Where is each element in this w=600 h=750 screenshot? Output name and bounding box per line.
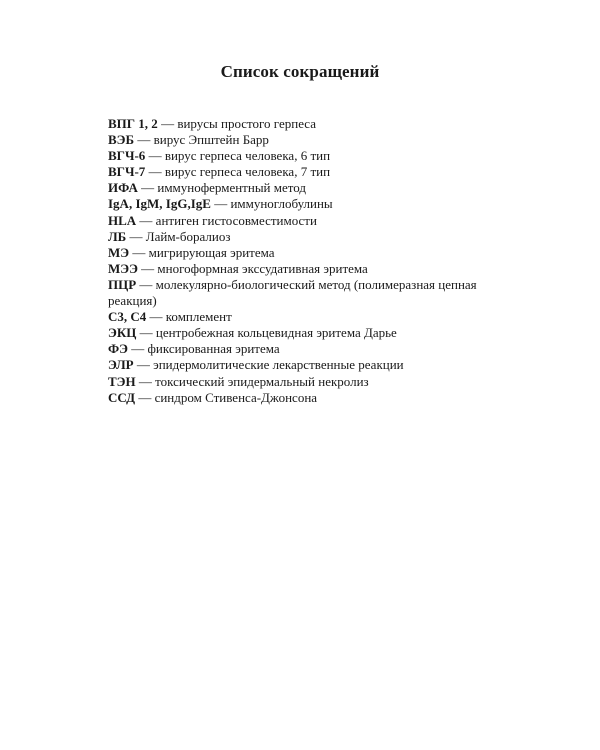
separator: —: [137, 260, 158, 276]
list-item: [108, 213, 488, 229]
list-item: [108, 229, 488, 245]
abbreviation-term: ЭКЦ: [108, 325, 137, 341]
abbreviation-definition: иммуноглобулины: [230, 196, 333, 212]
list-item: [108, 357, 488, 373]
abbreviation-term: ЛБ: [108, 228, 127, 244]
list-item: [108, 374, 488, 390]
abbreviation-term: ВГЧ-7: [108, 164, 146, 180]
list-item: [108, 132, 488, 148]
separator: —: [134, 132, 154, 148]
abbreviation-definition: Лайм-боралиоз: [145, 228, 231, 244]
list-item: [108, 148, 488, 164]
abbreviation-term: HLA: [108, 212, 137, 228]
list-item: [108, 325, 488, 341]
list-item: [108, 245, 488, 261]
list-item: [108, 164, 488, 180]
abbreviation-term: С3, С4: [108, 309, 147, 325]
abbreviation-definition: комплемент: [165, 309, 232, 325]
separator: —: [137, 180, 158, 196]
abbreviation-term: ЭЛР: [108, 357, 134, 373]
separator: —: [145, 148, 165, 164]
separator: —: [145, 164, 165, 180]
list-item: [108, 196, 488, 212]
list-item: [108, 180, 488, 196]
separator: —: [135, 373, 156, 389]
abbreviation-definition: вирус Эпштейн Барр: [153, 132, 269, 148]
abbreviation-definition: фиксированная эритема: [147, 341, 280, 357]
separator: —: [136, 325, 156, 341]
list-item: [108, 390, 488, 406]
abbreviation-definition: иммуноферментный метод: [157, 180, 307, 196]
abbreviation-term: ПЦР: [108, 276, 137, 292]
abbreviation-term: ВГЧ-6: [108, 148, 146, 164]
abbreviation-definition: антиген гистосовместимости: [155, 212, 317, 228]
abbreviation-definition: центробежная кольцевидная эритема Дарье: [155, 325, 397, 341]
list-item: [108, 116, 488, 132]
separator: —: [135, 389, 155, 405]
abbreviation-term: МЭ: [108, 244, 130, 260]
abbreviation-definition: токсический эпидермальный некролиз: [155, 373, 369, 389]
abbreviation-term: IgA, IgM, IgG,IgE: [108, 196, 211, 212]
page-title: Список сокращений: [220, 62, 380, 81]
abbreviation-definition: эпидермолитические лекарственные реакции: [153, 357, 404, 373]
abbreviation-definition: многоформная экссудативная эритема: [157, 260, 368, 276]
abbreviation-definition: вирус герпеса человека, 6 тип: [164, 148, 331, 164]
separator: —: [146, 309, 166, 325]
separator: —: [133, 357, 154, 373]
separator: —: [136, 212, 156, 228]
abbreviation-term: МЭЭ: [108, 260, 138, 276]
separator: —: [136, 276, 156, 292]
list-item: [108, 341, 488, 357]
abbreviation-term: ССД: [108, 389, 136, 405]
abbreviation-definition: вирусы простого герпеса: [177, 116, 316, 131]
abbreviation-term: ФЭ: [108, 341, 128, 357]
abbreviation-definition: вирус герпеса человека, 7 тип: [164, 164, 331, 180]
abbreviation-term: ТЭН: [108, 373, 136, 389]
list-item: [108, 277, 488, 309]
abbreviation-term: ИФА: [108, 180, 138, 196]
separator: —: [210, 196, 231, 212]
abbreviation-definition: мигрирующая эритема: [148, 244, 275, 260]
separator: —: [129, 244, 149, 260]
abbreviation-definition: молекулярно-биологический метод (полимеразная цепная реакция): [108, 276, 477, 309]
separator: —: [157, 116, 178, 131]
abbreviation-list: [108, 116, 488, 406]
separator: —: [127, 341, 148, 357]
abbreviation-definition: синдром Стивенса-Джонсона: [154, 389, 318, 405]
separator: —: [126, 228, 146, 244]
list-item: [108, 261, 488, 277]
abbreviation-term: ВЭБ: [108, 132, 135, 148]
list-item: [108, 309, 488, 325]
abbreviation-term: ВПГ 1, 2: [108, 116, 158, 131]
